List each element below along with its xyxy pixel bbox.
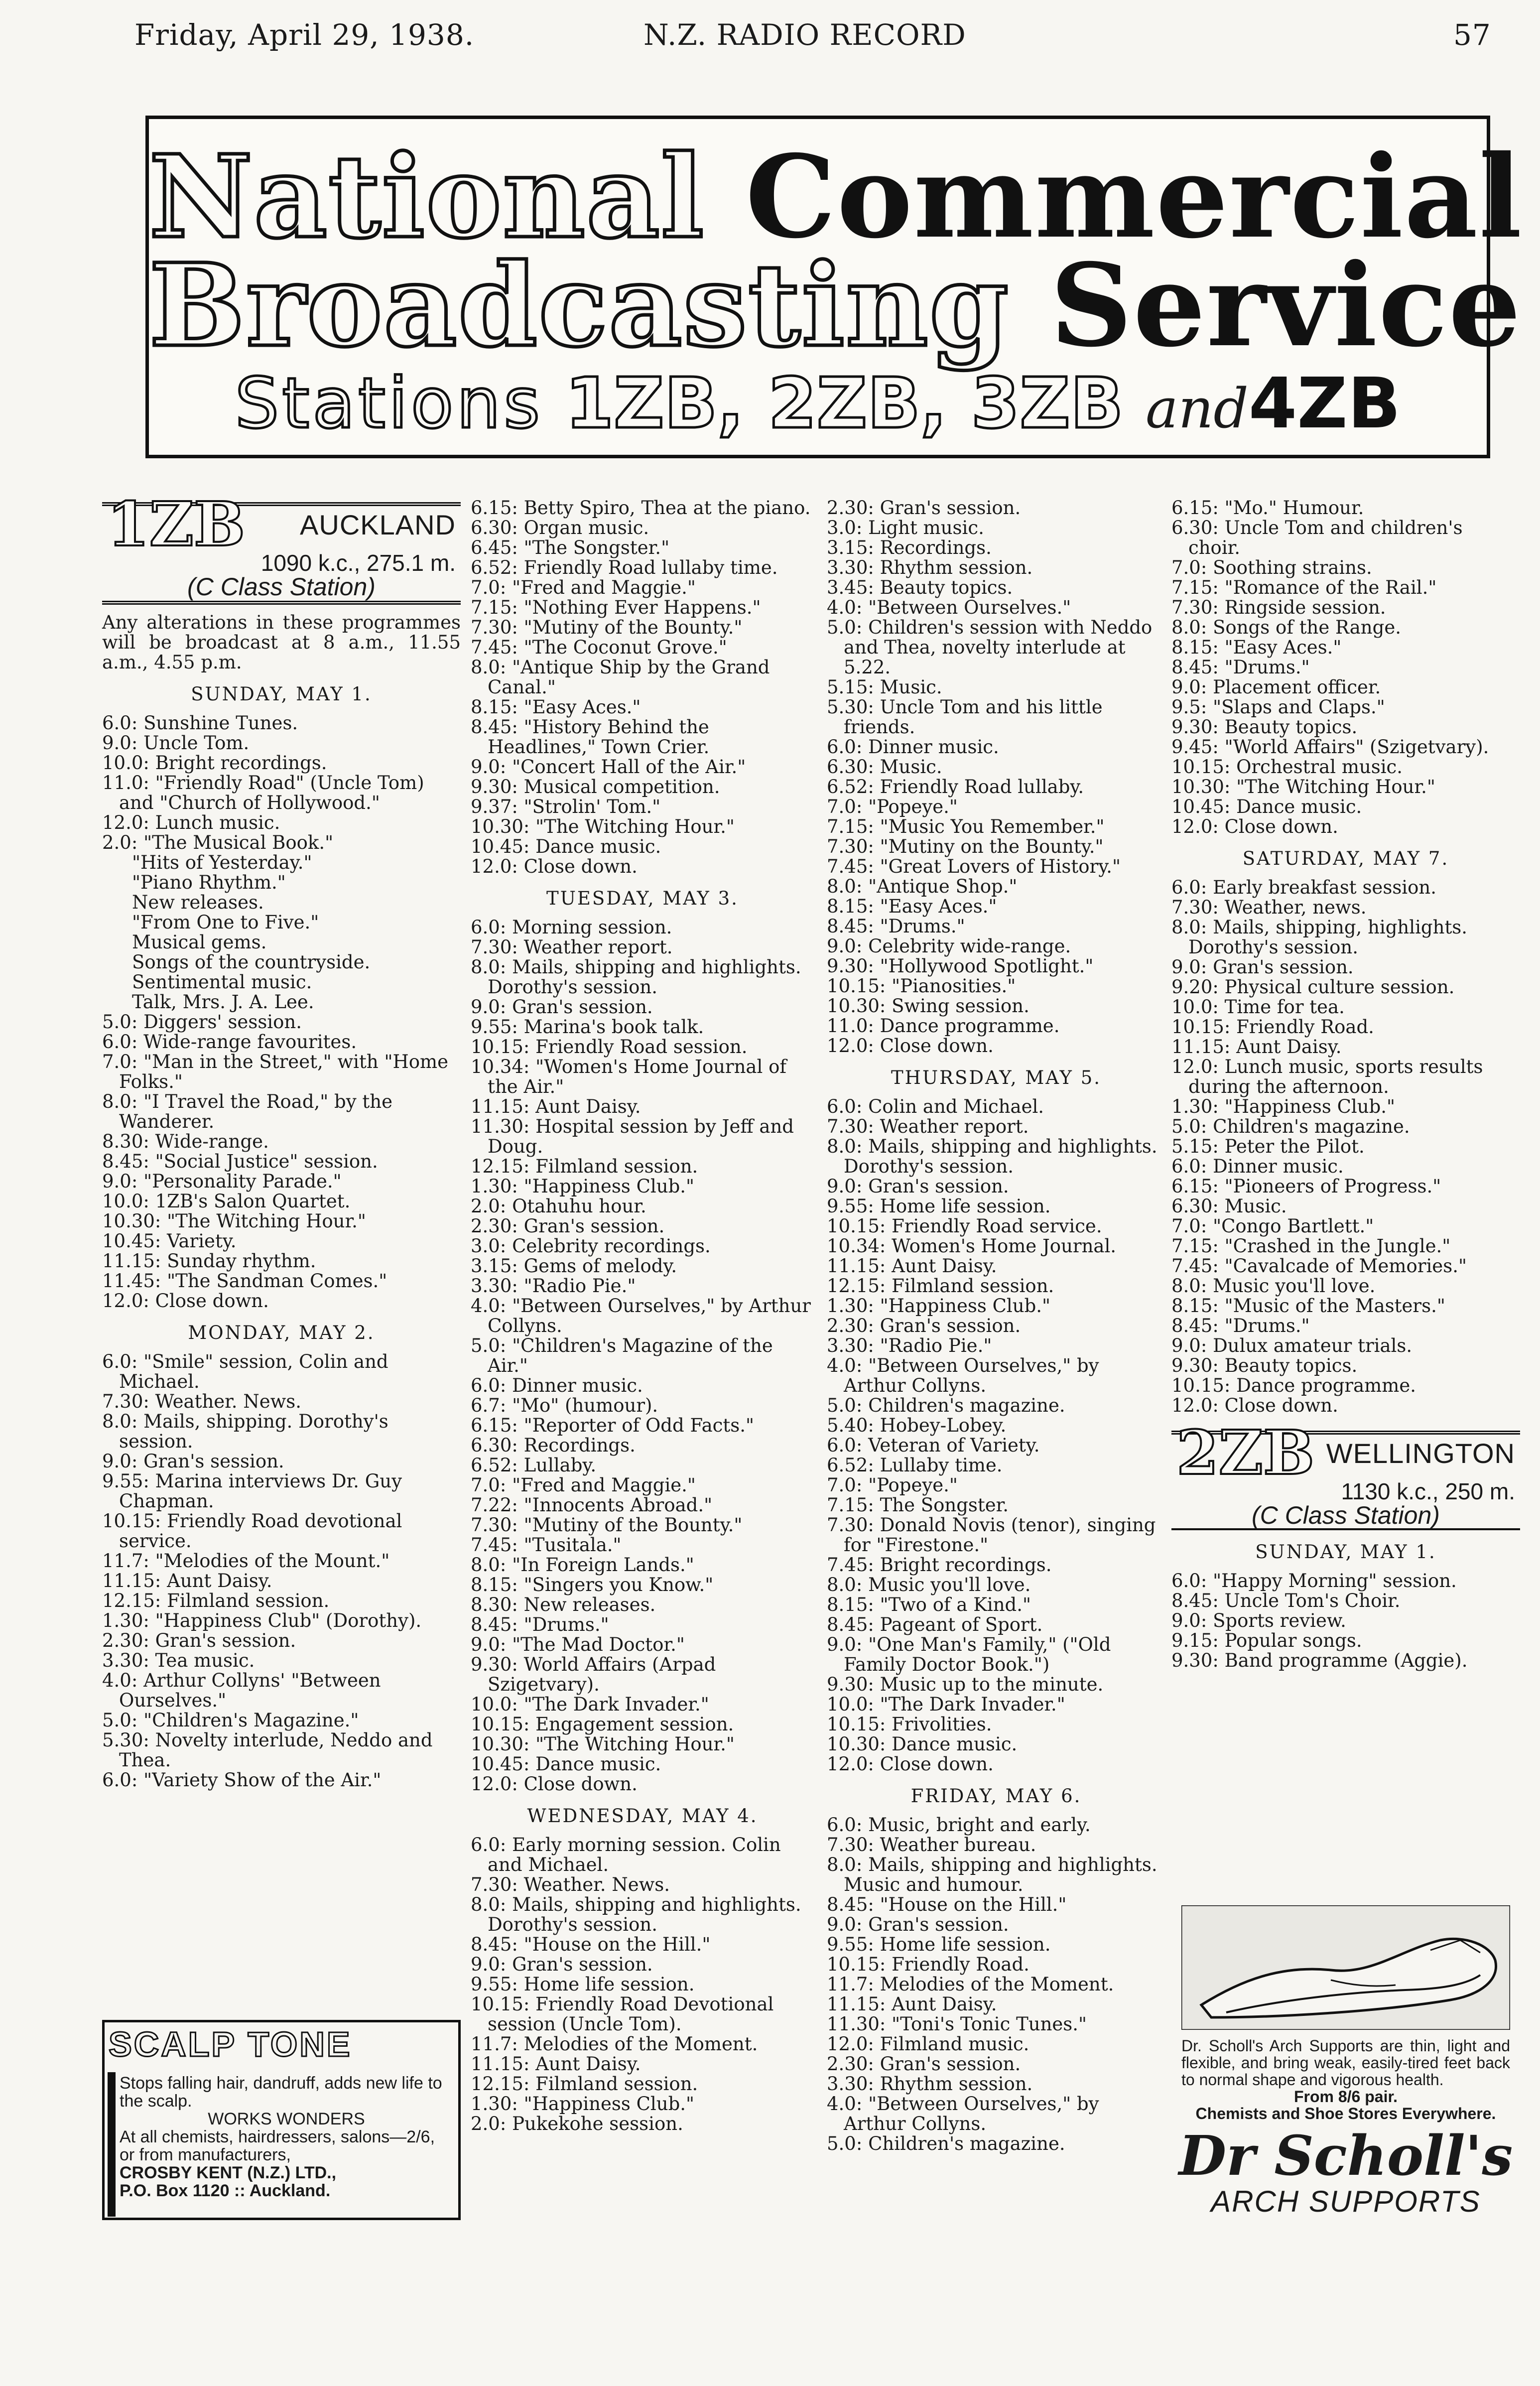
programme-item: 2.30: Gran's session. [827,1315,1021,1336]
programme-item: 6.0: Early morning session. Colin and Michael. [471,1834,781,1875]
programme-item: 9.0: Sports review. [1171,1610,1346,1631]
programme-item: 7.30: "Mutiny of the Bounty." [471,617,743,638]
programme-item: 7.30: Ringside session. [1171,597,1386,618]
programme-item: 3.30: Tea music. [102,1650,255,1671]
programme-item: 7.45: "Tusitala." [471,1534,622,1556]
programme-item: 11.15: Aunt Daisy. [1171,1036,1342,1058]
programme-item: 12.15: Filmland session. [827,1275,1054,1297]
programme-list [1171,878,1520,1416]
ad-stores: Chemists and Shoe Stores Everywhere. [1195,2105,1496,2122]
programme-item: 2.30: Gran's session. [827,2053,1021,2075]
programme-item: 11.45: "The Sandman Comes." [102,1270,387,1292]
programme-item: 9.5: "Slaps and Claps." [1171,696,1385,718]
programme-item: 6.52: Lullaby. [471,1455,597,1476]
programme-item: 6.0: "Smile" session, Colin and Michael. [102,1351,388,1392]
programme-item: 7.45: "The Coconut Grove." [471,637,727,658]
programme-item: 3.30: Rhythm session. [827,2073,1033,2095]
station-logo-1zb: 1ZB [107,488,246,560]
programme-item: 6.15: Betty Spiro, Thea at the piano. [471,497,811,519]
programme-item: 6.0: Sunshine Tunes. [102,712,298,734]
programme-item: 8.0: Mails, shipping. Dorothy's session. [102,1411,388,1452]
programme-item: 1.30: "Happiness Club." [471,2093,695,2115]
programme-item: 6.0: Dinner music. [1171,1156,1344,1177]
programme-item: 9.55: Home life session. [471,1974,695,1995]
programme-item: 8.0: "Antique Shop." [827,876,1018,897]
programme-item: 5.30: Novelty interlude, Neddo and Thea. [102,1729,433,1771]
programme-item: 8.45: "Drums." [471,1614,609,1635]
programme-item: 7.30: "Mutiny of the Bounty." [471,1514,743,1536]
ad-title: SCALP TONE [109,2025,352,2064]
programme-item: 9.55: Marina's book talk. [471,1016,704,1038]
day-heading: WEDNESDAY, MAY 4. [527,1805,758,1827]
programme-item: 7.15: "Crashed in the Jungle." [1171,1235,1451,1257]
day-heading: FRIDAY, MAY 6. [910,1785,1082,1807]
programme-item: 10.30: Swing session. [827,995,1029,1017]
programme-item: 6.30: Uncle Tom and children's choir. [1171,517,1463,558]
page-number: 57 [1453,18,1491,52]
day-heading: THURSDAY, MAY 5. [891,1067,1101,1088]
programme-item: 6.30: Organ music. [471,517,649,538]
programme-item: 10.45: Dance music. [471,836,661,857]
programme-item: 2.0: "The Musical Book." [102,832,334,853]
divider [102,601,461,605]
scalp-tone-advert [102,2020,461,2220]
programme-item: 11.7: Melodies of the Moment. [827,1974,1114,1995]
programme-item: 7.15: The Songster. [827,1494,1009,1516]
programme-item: Talk, Mrs. J. A. Lee. [132,991,314,1013]
programme-item: 11.15: Aunt Daisy. [827,1255,997,1277]
programme-item: 4.0: "Between Ourselves," by Arthur Collyns. [471,1295,811,1336]
programme-item: 9.0: Gran's session. [827,1176,1009,1197]
programme-item: 9.0: "One Man's Family," ("Old Family Doctor Book.") [827,1634,1111,1675]
ad-body [120,2074,453,2200]
programme-item: 3.15: Gems of melody. [471,1255,677,1277]
programme-item: 9.30: World Affairs (Arpad Szigetvary). [471,1654,716,1695]
programme-item: 10.15: Friendly Road devotional service. [102,1510,402,1552]
programme-item: 12.0: Close down. [827,1035,994,1057]
programme-item: 8.15: "Easy Aces." [471,696,641,718]
ad-line: At all chemists, hairdressers, salons—2/6, or from manufacturers, [120,2127,435,2164]
programme-item: 5.15: Music. [827,676,942,698]
programme-item: 7.0: "Popeye." [827,796,958,817]
programme-item: 11.0: Dance programme. [827,1015,1060,1037]
programme-item: 1.30: "Happiness Club." [827,1295,1051,1317]
publication-title: N.Z. RADIO RECORD [643,18,966,52]
programme-item: 7.30: Weather bureau. [827,1834,1036,1856]
programme-item: 11.15: Sunday rhythm. [102,1250,316,1272]
programme-item: 5.0: "Children's Magazine of the Air." [471,1335,773,1376]
programme-item: 6.0: Dinner music. [471,1375,643,1396]
station-logo-2zb: 2ZB [1176,1417,1315,1488]
programme-item: 11.15: Aunt Daisy. [471,2053,641,2075]
programme-item: Songs of the countryside. [132,951,371,973]
page-date: Friday, April 29, 1938. [134,18,475,52]
programme-item: 7.30: "Mutiny on the Bounty." [827,836,1104,857]
programme-item: 8.0: Mails, shipping, highlights. Dorothy's session. [1171,917,1468,958]
foot-illustration [1181,1905,1510,2030]
programme-item: 8.0: Songs of the Range. [1171,617,1401,638]
column-2 [471,498,814,2134]
programme-item: 10.0: "The Dark Invader." [827,1694,1065,1715]
programme-item: 10.30: "The Witching Hour." [471,816,735,837]
programme-item: 6.30: Recordings. [471,1435,636,1456]
programme-item: 8.30: Wide-range. [102,1131,269,1152]
programme-sublist [102,853,461,1012]
programme-item: 12.0: Close down. [102,1290,269,1312]
programme-item: 8.45: Pageant of Sport. [827,1614,1043,1635]
programme-item: 8.15: "Easy Aces." [1171,637,1342,658]
programme-item: 9.45: "World Affairs" (Szigetvary). [1171,736,1489,758]
programme-item: 6.30: Music. [1171,1195,1287,1217]
banner-word-broadcasting: Broadcasting [149,239,1010,372]
programme-item: 7.15: "Nothing Ever Happens." [471,597,761,618]
programme-list [102,713,461,853]
programme-item: 6.0: Music, bright and early. [827,1814,1091,1836]
programme-item: 4.0: Arthur Collyns' "Between Ourselves." [102,1670,381,1711]
programme-item: 10.15: Friendly Road. [827,1954,1029,1975]
programme-item: 8.45: "Drums." [1171,657,1310,678]
programme-item: New releases. [132,892,264,913]
programme-list [827,1815,1165,2154]
programme-item: 3.0: Celebrity recordings. [471,1235,711,1257]
programme-item: 9.15: Popular songs. [1171,1630,1362,1651]
programme-item: Musical gems. [132,931,267,953]
programme-item: 6.0: "Variety Show of the Air." [102,1769,382,1791]
banner-word-service: Service [1050,239,1522,372]
programme-item: 10.15: Friendly Road. [1171,1016,1374,1038]
programme-item: 5.30: Uncle Tom and his little friends. [827,696,1103,738]
programme-item: 8.45: "Social Justice" session. [102,1151,378,1172]
programme-list [102,1352,461,1790]
programme-item: 7.30: Weather. News. [471,1874,670,1895]
programme-item: 11.0: "Friendly Road" (Uncle Tom) and "Church of Hollywood." [102,772,424,813]
programme-item: 7.0: "Man in the Street," with "Home Folks." [102,1051,449,1092]
programme-item: 8.45: "History Behind the Headlines," Town Crier. [471,716,710,758]
programme-item: 2.30: Gran's session. [102,1630,296,1651]
programme-item: 10.15: Friendly Road Devotional session (Uncle Tom). [471,1993,774,2035]
programme-item: 10.30: "The Witching Hour." [102,1210,366,1232]
programme-item: 11.15: Aunt Daisy. [827,1993,997,2015]
programme-item: 6.0: Dinner music. [827,736,999,758]
banner-and: and [1145,377,1249,440]
programme-item: 4.0: "Between Ourselves." [827,597,1071,618]
programme-item: 7.30: Weather report. [827,1116,1029,1137]
programme-item: 6.0: "Happy Morning" session. [1171,1570,1457,1591]
programme-item: 8.0: "In Foreign Lands." [471,1554,694,1576]
station-1zb-header [102,488,461,601]
programme-list [827,498,1165,1056]
programme-item: 10.45: Dance music. [471,1753,661,1775]
programme-item: 8.45: Uncle Tom's Choir. [1171,1590,1401,1611]
programme-item: 7.30: Donald Novis (tenor), singing for "Firestone." [827,1514,1156,1556]
programme-item: 7.15: "Romance of the Rail." [1171,577,1437,598]
programme-item: 5.0: "Children's Magazine." [102,1710,359,1731]
programme-item: 12.15: Filmland session. [471,1156,698,1177]
programme-item: 8.0: Mails, shipping and highlights. Dorothy's session. [471,1894,801,1935]
programme-item: 11.30: "Toni's Tonic Tunes." [827,2013,1087,2035]
ad-price: From 8/6 pair. [1293,2088,1398,2106]
ad-address: P.O. Box 1120 :: Auckland. [120,2181,331,2200]
programme-item: 6.15: "Pioneers of Progress." [1171,1176,1441,1197]
programme-item: 6.45: "The Songster." [471,537,670,558]
day-heading: SUNDAY, MAY 1. [191,683,372,705]
programme-item: 10.15: Friendly Road service. [827,1215,1102,1237]
programme-list [471,1835,814,2134]
programme-item: 10.45: Dance music. [1171,796,1362,817]
programme-item: 8.0: "Antique Ship by the Grand Canal." [471,657,770,698]
programme-item: 10.30: "The Witching Hour." [1171,776,1435,797]
banner-advert [145,116,1523,458]
programme-item: 6.0: Early breakfast session. [1171,877,1437,898]
ad-copy [1181,2037,1510,2122]
programme-item: 7.30: Weather report. [471,936,673,958]
banner-station-4zb: 4ZB [1248,363,1401,444]
station-2zb-header [1171,1417,1520,1529]
programme-item: 6.0: Veteran of Variety. [827,1435,1040,1456]
programme-item: 9.30: Musical competition. [471,776,720,797]
programme-item: 9.0: Celebrity wide-range. [827,935,1071,957]
alterations-note: Any alterations in these programmes will be broadcast at 8 a.m., 11.55 a.m., 4.55 p.m. [102,612,461,673]
programme-item: 6.30: Music. [827,756,942,778]
programme-item: 8.15: "Easy Aces." [827,896,997,917]
programme-item: 7.0: "Popeye." [827,1474,958,1496]
programme-item: 6.15: "Reporter of Odd Facts." [471,1415,755,1436]
programme-item: 4.0: "Between Ourselves," by Arthur Collyns. [827,1355,1099,1396]
programme-item: 12.0: Close down. [471,1773,638,1795]
programme-item: 7.22: "Innocents Abroad." [471,1494,713,1516]
programme-item: 8.15: "Two of a Kind." [827,1594,1031,1615]
programme-list [1171,498,1520,837]
programme-item: 3.0: Light music. [827,517,984,538]
programme-item: 9.37: "Strolin' Tom." [471,796,661,817]
programme-item: 10.0: Time for tea. [1171,996,1345,1018]
programme-item: 7.0: "Fred and Maggie." [471,577,696,598]
programme-item: 8.0: Music you'll love. [827,1574,1031,1595]
programme-item: 10.0: Bright recordings. [102,752,327,774]
ad-line: Stops falling hair, dandruff, adds new life to the scalp. [120,2074,442,2111]
day-heading: SATURDAY, MAY 7. [1242,848,1449,869]
programme-item: 6.0: Colin and Michael. [827,1096,1044,1117]
programme-list [102,1012,461,1311]
programme-item: 8.15: "Singers you Know." [471,1574,714,1595]
programme-item: 7.30: Weather, news. [1171,897,1367,918]
programme-item: 9.55: Marina interviews Dr. Guy Chapman. [102,1470,402,1512]
dr-scholls-advert [1171,1905,1520,2224]
programme-item: 3.15: Recordings. [827,537,992,558]
programme-item: 8.0: Mails, shipping and highlights. Dorothy's session. [471,956,801,998]
programme-list [471,918,814,1794]
programme-item: "Hits of Yesterday." [132,852,312,873]
programme-item: 8.15: "Music of the Masters." [1171,1295,1445,1317]
programme-item: 6.52: Lullaby time. [827,1455,1003,1476]
programme-item: 10.0: 1ZB's Salon Quartet. [102,1191,351,1212]
station-class: (C Class Station) [187,573,376,601]
programme-item: 10.30: "The Witching Hour." [471,1733,735,1755]
programme-item: "Piano Rhythm." [132,872,286,893]
programme-list [471,498,814,877]
station-class: (C Class Station) [1252,1501,1440,1529]
banner-line-3 [149,363,1487,444]
programme-item: 9.20: Physical culture session. [1171,976,1455,998]
programme-list [827,1097,1165,1774]
programme-item: 7.0: "Fred and Maggie." [471,1474,696,1496]
programme-item: 9.55: Home life session. [827,1934,1051,1955]
programme-item: 1.30: "Happiness Club." [471,1176,695,1197]
programme-item: 5.0: Children's magazine. [827,1395,1065,1416]
programme-item: 8.0: "I Travel the Road," by the Wanderer. [102,1091,393,1132]
ad-company: CROSBY KENT (N.Z.) LTD., [120,2163,337,2182]
programme-item: 5.15: Peter the Pilot. [1171,1136,1365,1157]
programme-item: 10.0: "The Dark Invader." [471,1694,709,1715]
programme-item: 9.0: Uncle Tom. [102,732,250,754]
station-city: WELLINGTON [1326,1438,1515,1469]
programme-item: 8.0: Music you'll love. [1171,1275,1376,1297]
programme-item: 7.45: Bright recordings. [827,1554,1052,1576]
banner-word-stations: Stations [235,363,543,444]
programme-item: 8.45: "House on the Hill." [471,1934,711,1955]
programme-item: 8.45: "Drums." [1171,1315,1310,1336]
programme-item: 10.15: Frivolities. [827,1714,992,1735]
programme-item: 2.0: Otahuhu hour. [471,1195,646,1217]
programme-item: 12.0: Filmland music. [827,2033,1029,2055]
programme-item: 5.40: Hobey-Lobey. [827,1415,1007,1436]
day-heading: MONDAY, MAY 2. [188,1322,375,1343]
programme-item: 5.0: Children's magazine. [827,2133,1065,2154]
column-4 [1171,498,1520,1671]
day-heading: SUNDAY, MAY 1. [1255,1541,1436,1563]
ad-side-bar [108,2072,116,2217]
station-frequency: 1090 k.c., 275.1 m. [260,550,456,576]
banner-word-national: National [149,130,705,264]
programme-item: 10.15: Friendly Road session. [471,1036,748,1058]
programme-item: 12.0: Close down. [1171,1395,1338,1416]
banner-station-codes: 1ZB, 2ZB, 3ZB [565,363,1124,444]
programme-item: 8.30: New releases. [471,1594,656,1615]
programme-item: 1.30: "Happiness Club." [1171,1096,1396,1117]
programme-item: 2.0: Pukekohe session. [471,2113,683,2134]
programme-item: 8.0: Mails, shipping and highlights. Dorothy's session. [827,1136,1157,1177]
programme-item: 12.0: Close down. [1171,816,1338,837]
programme-item: 12.15: Filmland session. [471,2073,698,2095]
column-1 [102,488,461,1791]
programme-item: 9.0: "Concert Hall of the Air." [471,756,746,778]
programme-item: 7.0: Soothing strains. [1171,557,1372,578]
programme-item: 7.45: "Great Lovers of History." [827,856,1121,877]
programme-item: 1.30: "Happiness Club" (Dorothy). [102,1610,422,1631]
programme-item: 10.34: Women's Home Journal. [827,1235,1117,1257]
programme-item: 9.0: Gran's session. [1171,956,1354,978]
programme-item: 4.0: "Between Ourselves," by Arthur Collyns. [827,2093,1099,2134]
programme-item: 5.0: Children's magazine. [1171,1116,1410,1137]
programme-item: 3.30: "Radio Pie." [827,1335,992,1356]
programme-item: 8.45: "Drums." [827,916,965,937]
ad-body: Dr. Scholl's Arch Supports are thin, light and flexible, and bring weak, easily-tired feet back to normal shape and vigorous health. [1181,2037,1510,2089]
station-frequency: 1130 k.c., 250 m. [1341,1478,1515,1504]
programme-item: 11.7: "Melodies of the Mount." [102,1550,390,1572]
programme-item: 11.15: Aunt Daisy. [102,1570,272,1591]
programme-item: 9.30: Band programme (Aggie). [1171,1650,1468,1671]
programme-item: 2.30: Gran's session. [827,497,1021,519]
programme-item: 10.15: Dance programme. [1171,1375,1416,1396]
programme-item: 11.15: Aunt Daisy. [471,1096,641,1117]
programme-item: 6.15: "Mo." Humour. [1171,497,1364,519]
day-heading: TUESDAY, MAY 3. [546,888,739,909]
banner-line-2 [149,239,1522,372]
programme-item: 5.0: Children's session with Neddo and Thea, novelty interlude at 5.22. [827,617,1153,678]
programme-item: 9.0: "The Mad Doctor." [471,1634,685,1655]
programme-item: 9.0: Placement officer. [1171,676,1381,698]
programme-item: 6.52: Friendly Road lullaby time. [471,557,778,578]
ad-brand: Dr Scholl's [1178,2123,1513,2188]
programme-item: 10.15: "Pianosities." [827,975,1016,997]
programme-item: 10.15: Engagement session. [471,1714,734,1735]
programme-item: 9.30: Beauty topics. [1171,716,1358,738]
programme-list [1171,1571,1520,1671]
programme-item: 7.15: "Music You Remember." [827,816,1105,837]
programme-item: 9.0: "Personality Parade." [102,1171,342,1192]
programme-item: 8.45: "House on the Hill." [827,1894,1067,1915]
programme-item: 9.0: Gran's session. [471,1954,653,1975]
column-3 [827,498,1165,2154]
programme-item: 8.0: Mails, shipping and highlights. Music and humour. [827,1854,1157,1895]
programme-item: 9.30: Beauty topics. [1171,1355,1358,1376]
programme-item: 9.0: Gran's session. [827,1914,1009,1935]
programme-item: 11.7: Melodies of the Moment. [471,2033,758,2055]
programme-item: 7.45: "Cavalcade of Memories." [1171,1255,1467,1277]
programme-item: 9.0: Dulux amateur trials. [1171,1335,1412,1356]
programme-item: 6.52: Friendly Road lullaby. [827,776,1084,797]
programme-item: 3.30: Rhythm session. [827,557,1033,578]
station-city: AUCKLAND [300,509,456,540]
programme-item: 12.0: Close down. [471,856,638,877]
programme-item: 10.45: Variety. [102,1230,237,1252]
programme-item: 9.0: Gran's session. [102,1451,284,1472]
programme-item: 7.0: "Congo Bartlett." [1171,1215,1374,1237]
programme-item: 10.15: Orchestral music. [1171,756,1403,778]
programme-item: "From One to Five." [132,912,319,933]
programme-item: 12.0: Close down. [827,1753,994,1775]
programme-item: 9.55: Home life session. [827,1195,1051,1217]
banner-word-commercial: Commercial [745,130,1523,264]
ad-product: ARCH SUPPORTS [1211,2185,1481,2218]
programme-item: 9.30: Music up to the minute. [827,1674,1104,1695]
programme-item: 6.0: Wide-range favourites. [102,1031,357,1053]
programme-item: 12.15: Filmland session. [102,1590,330,1611]
programme-item: 12.0: Lunch music. [102,812,280,833]
programme-item: 9.30: "Hollywood Spotlight." [827,955,1094,977]
programme-item: 9.0: Gran's session. [471,996,653,1018]
programme-item: 6.0: Morning session. [471,917,672,938]
programme-item: 2.30: Gran's session. [471,1215,665,1237]
programme-item: Sentimental music. [132,971,312,993]
programme-item: 10.34: "Women's Home Journal of the Air." [471,1056,787,1097]
programme-item: 6.7: "Mo" (humour). [471,1395,658,1416]
programme-item: 3.30: "Radio Pie." [471,1275,636,1297]
programme-item: 10.30: Dance music. [827,1733,1018,1755]
programme-item: 5.0: Diggers' session. [102,1011,302,1033]
programme-item: 3.45: Beauty topics. [827,577,1013,598]
ad-line: WORKS WONDERS [208,2110,365,2128]
programme-item: 12.0: Lunch music, sports results during the afternoon. [1171,1056,1483,1097]
programme-item: 7.30: Weather. News. [102,1391,302,1412]
programme-item: 11.30: Hospital session by Jeff and Doug. [471,1116,794,1157]
